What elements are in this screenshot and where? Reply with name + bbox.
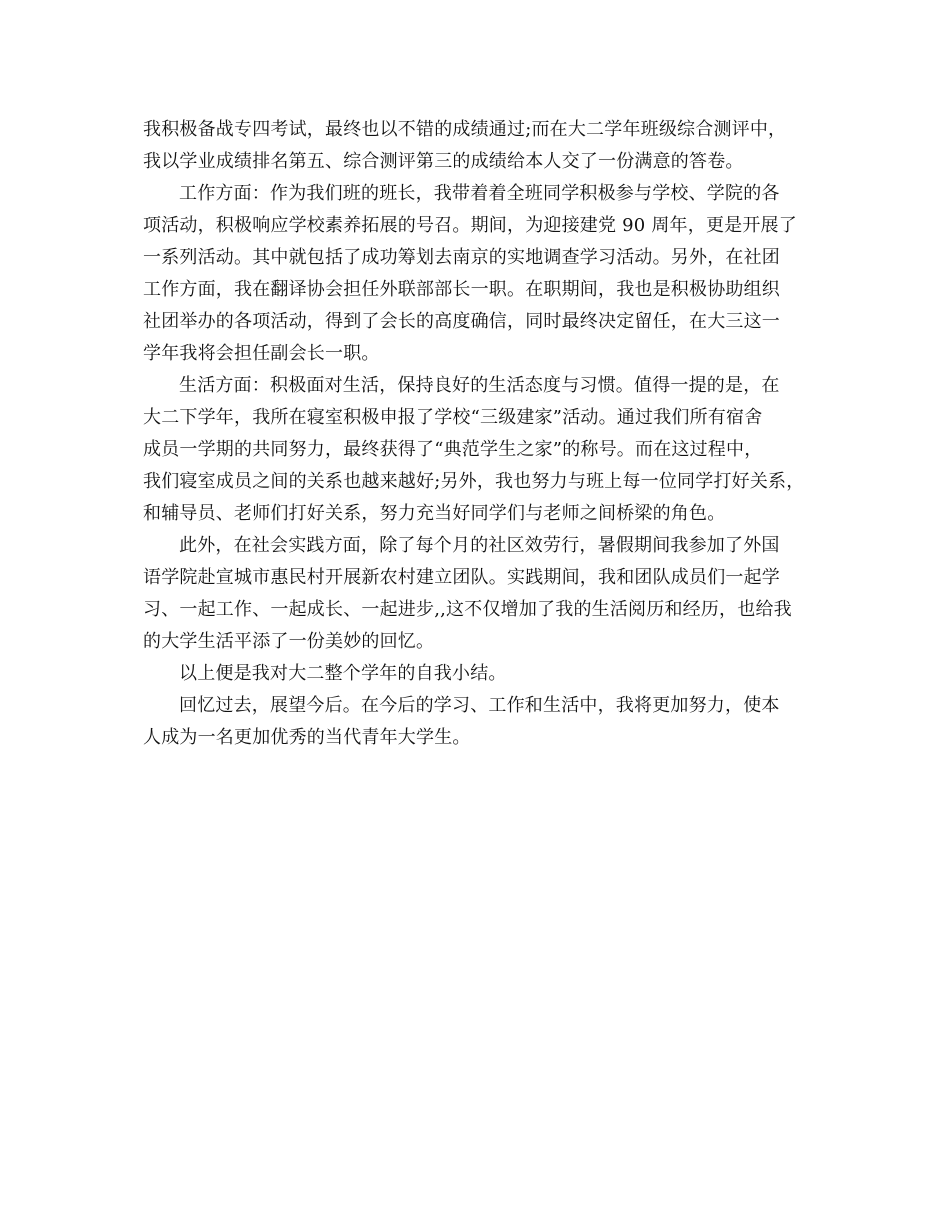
text-line: 我积极备战专四考试，最终也以不错的成绩通过;而在大二学年班级综合测评中，: [143, 119, 787, 140]
text-line: 学年我将会担任副会长一职。: [143, 343, 380, 364]
text-line: 成员一学期的共同努力，最终获得了“典范学生之家”的称号。而在这过程中，: [143, 439, 763, 460]
text-line: 项活动，积极响应学校素养拓展的号召。期间，为迎接建党 90 周年，更是开展了: [143, 215, 797, 236]
paragraph-start-line: 以上便是我对大二整个学年的自我小结。: [179, 663, 507, 684]
document-body: [143, 114, 823, 754]
text-line: 社团举办的各项活动，得到了会长的高度确信，同时最终决定留任，在大三这一: [143, 311, 780, 332]
text-line: 的大学生活平添了一份美妙的回忆。: [143, 631, 435, 652]
text-line: 工作方面，我在翻译协会担任外联部部长一职。在职期间，我也是积极协助组织: [143, 279, 780, 300]
text-line: 我们寝室成员之间的关系也越来越好;另外，我也努力与班上每一位同学打好关系，: [143, 471, 805, 492]
text-line: 大二下学年，我所在寝室积极申报了学校“三级建家”活动。通过我们所有宿舍: [143, 407, 763, 428]
text-line: 我以学业成绩排名第五、综合测评第三的成绩给本人交了一份满意的答卷。: [143, 151, 744, 172]
text-line: 习、一起工作、一起成长、一起进步,,这不仅增加了我的生活阅历和经历，也给我: [143, 599, 792, 620]
text-line: 一系列活动。其中就包括了成功筹划去南京的实地调查学习活动。另外，在社团: [143, 247, 780, 268]
paragraph-start-line: 生活方面：积极面对生活，保持良好的生活态度与习惯。值得一提的是，在: [179, 375, 780, 396]
text-line: 人成为一名更加优秀的当代青年大学生。: [143, 727, 471, 748]
text-line: 语学院赴宣城市惠民村开展新农村建立团队。实践期间，我和团队成员们一起学: [143, 567, 780, 588]
text-line: 和辅导员、老师们打好关系，努力充当好同学们与老师之间桥梁的角色。: [143, 503, 726, 524]
paragraph-start-line: 此外，在社会实践方面，除了每个月的社区效劳行，暑假期间我参加了外国: [179, 535, 780, 556]
paragraph-start-line: 回忆过去，展望今后。在今后的学习、工作和生活中，我将更加努力，使本: [179, 695, 780, 716]
paragraph-start-line: 工作方面：作为我们班的班长，我带着着全班同学积极参与学校、学院的各: [179, 183, 780, 204]
